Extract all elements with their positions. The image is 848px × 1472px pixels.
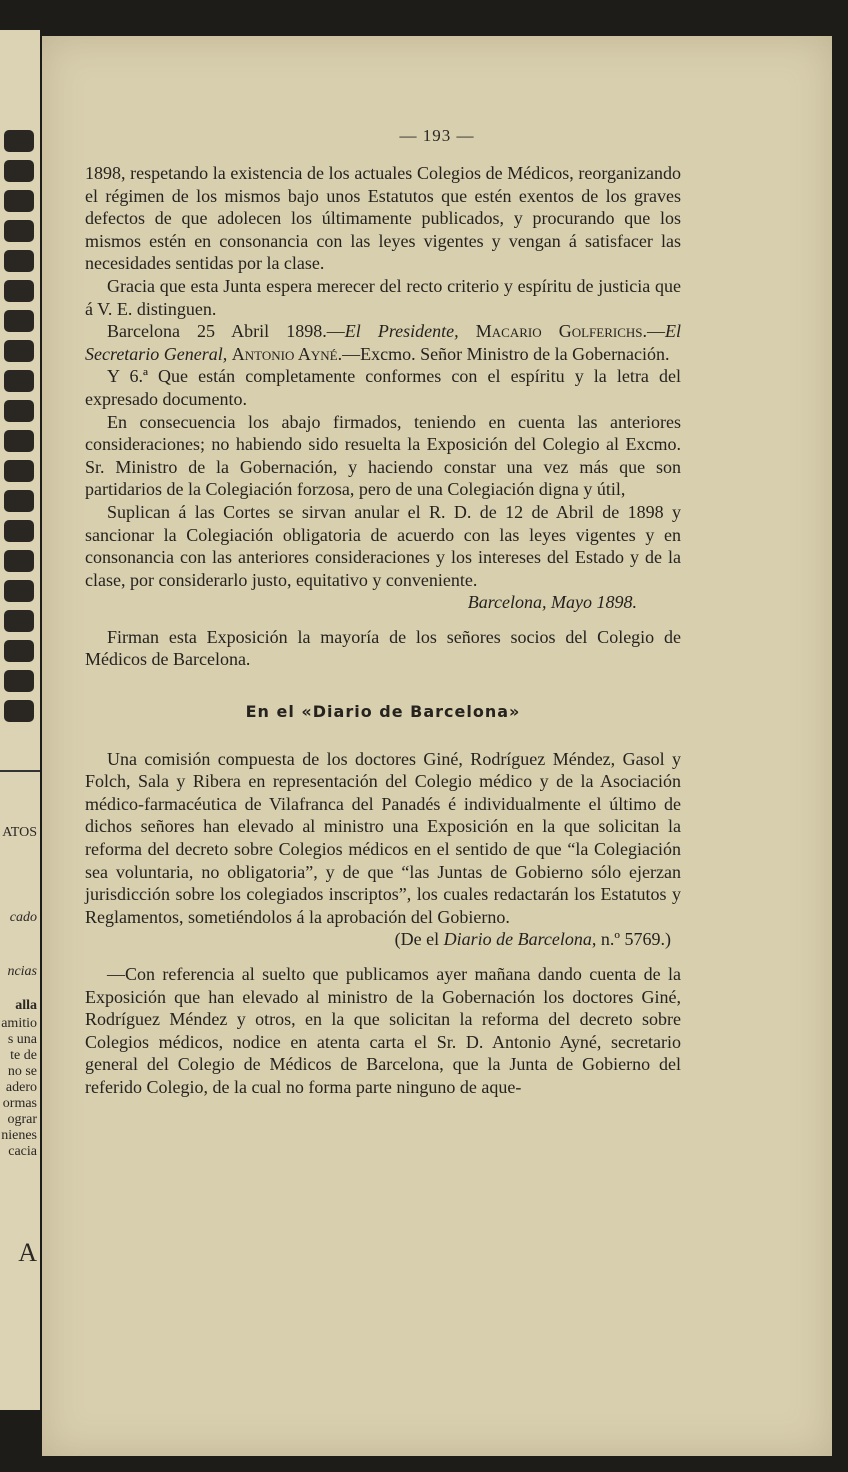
ornament [4, 610, 34, 632]
paragraph: Firman esta Exposición la mayoría de los señores socios del Colegio de Médicos de Barcelona. [85, 626, 681, 670]
book-page [42, 36, 832, 1456]
text-run: Antonio Ayné [231, 343, 338, 364]
adjacent-page-rule [0, 770, 40, 772]
fragment: cado [9, 910, 37, 925]
text-run: .— [642, 321, 665, 342]
fragment: A [18, 1238, 37, 1267]
fragment: cacia [8, 1144, 37, 1159]
ornament [4, 280, 34, 302]
fragment: te de [10, 1048, 37, 1063]
fragment: ncias [7, 964, 37, 979]
page-body [85, 162, 681, 1099]
place-date: Barcelona, Mayo 1898. [467, 592, 637, 613]
ornament [4, 670, 34, 692]
ornament [4, 520, 34, 542]
text-run: Barcelona 25 Abril 1898.— [107, 321, 345, 342]
fragment: no se [7, 1064, 37, 1079]
ornament [4, 550, 34, 572]
text-run: Diario de Barcelona [443, 929, 592, 950]
ornament [4, 190, 34, 212]
fragment: ATOS [2, 825, 37, 840]
fragment: amitio [1, 1016, 37, 1031]
paragraph: —Con referencia al suelto que publicamos ayer mañana dando cuenta de la Exposición que han elevado al ministro de la Gobernación los doctores Giné, Rodríguez Méndez y otros, en la que solicitan la reforma del decreto sobre Colegios médicos, nodice en atenta carta el Sr. D. Antonio Ayné, secretario general del Colegio de Médicos de Barcelona, que la Junta de Gobierno del referido Colegio, de la cual no forma parte ninguno de aque- [85, 964, 681, 1097]
paragraph: 1898, respetando la existencia de los actuales Colegios de Médicos, reorganizando el régimen de los mismos bajo unos Estatutos que estén exentos de los graves defectos de que adolecen los últimamente publicados, y procurando que los mismos estén en consonancia con las leyes vigentes y vengan á satisfacer las necesidades sentidas por la clase. [85, 163, 681, 274]
fragment: ograr [7, 1112, 37, 1127]
page-number: — 193 — [399, 126, 475, 145]
ornament [4, 430, 34, 452]
fragment: nienes [1, 1128, 37, 1143]
section-heading: En el «Diario de Barcelona» [245, 702, 521, 722]
signature-paragraph [85, 320, 681, 365]
fragment: ormas [2, 1096, 37, 1111]
text-run: , n.º 5769.) [591, 929, 671, 950]
text-run: Macario Golferichs [475, 321, 643, 342]
paragraph: Una comisión compuesta de los doctores Giné, Rodríguez Méndez, Gasol y Folch, Sala y Ribera en representación del Colegio médico y de la Asociación médico-farmacéutica de Vilafranca del Panadés é individualmente el último de dichos señores han elevado al ministro una Exposición en la que solicitan la reforma del decreto sobre Colegios médicos en el sentido de que “la Colegiación sea voluntaria, no obligatoria”, y de que “las Juntas de Gobierno sólo ejerzan jurisdicción sobre los colegiados inscriptos”, los cuales redactarán los Estatutos y Reglamentos, sometiéndolos á la aprobación del Gobierno. [85, 748, 681, 927]
paragraph: Y 6.ª Que están completamente conformes con el espíritu y la letra del expresado documento. [85, 366, 681, 409]
ornament [4, 310, 34, 332]
fragment: adero [5, 1080, 37, 1095]
fragment: alla [15, 998, 37, 1013]
ornament [4, 220, 34, 242]
ornament [4, 640, 34, 662]
ornament [4, 340, 34, 362]
fragment: s una [7, 1032, 37, 1047]
adjacent-page-ornaments [4, 130, 34, 730]
ornament [4, 250, 34, 272]
text-run: El Secretario General, [85, 321, 681, 364]
ornament [4, 400, 34, 422]
text-run: El Presidente, [344, 321, 459, 342]
text-run: (De el [394, 929, 444, 950]
adjacent-page-strip [0, 30, 40, 1410]
text-run: .—Excmo. Señor Ministro de la Gobernación. [337, 343, 670, 364]
ornament [4, 460, 34, 482]
ornament [4, 370, 34, 392]
ornament [4, 490, 34, 512]
ornament [4, 700, 34, 722]
ornament [4, 130, 34, 152]
paragraph: Suplican á las Cortes se sirvan anular el R. D. de 12 de Abril de 1898 y sancionar la Colegiación obligatoria de acuerdo con las leyes vigentes y en consonancia con las anteriores consideraciones y los intereses del Estado y de la clase, por considerarlo justo, equitativo y conveniente. [85, 501, 681, 590]
ornament [4, 160, 34, 182]
paragraph: Gracia que esta Junta espera merecer del recto criterio y espíritu de justicia que á V. E. distinguen. [85, 275, 681, 319]
paragraph: En consecuencia los abajo firmados, teniendo en cuenta las anteriores consideraciones; no habiendo sido resuelta la Exposición del Colegio al Excmo. Sr. Ministro de la Gobernación, y haciendo constar una vez más que son partidarios de la Colegiación forzosa, pero de una Colegiación digna y útil, [85, 411, 681, 500]
ornament [4, 580, 34, 602]
source-citation [85, 928, 681, 951]
